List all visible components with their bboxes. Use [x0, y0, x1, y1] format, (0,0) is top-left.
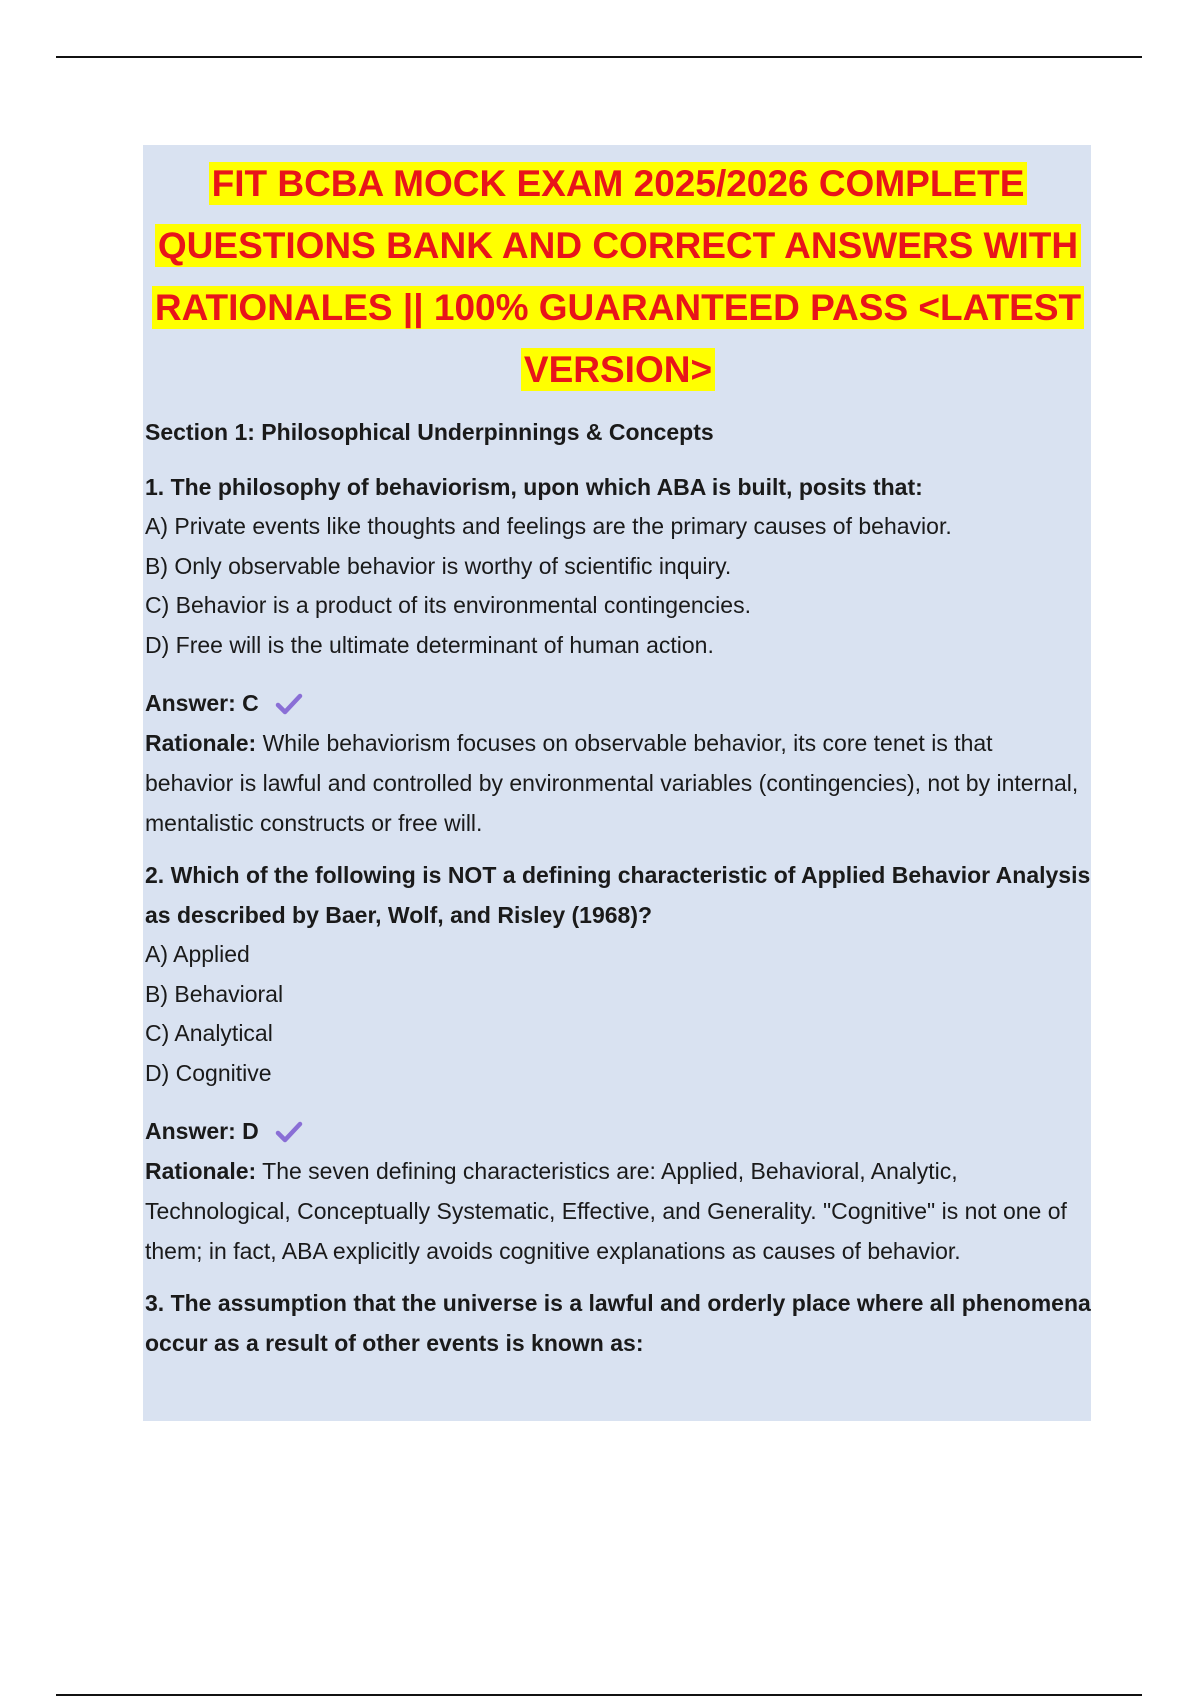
rationale-text: While behaviorism focuses on observable behavior, its core tenet is that behavior is lawful and controlled by environmental variables (contingencies), not by internal, mentalistic constructs or free will. — [145, 730, 1079, 836]
checkmark-icon — [275, 693, 303, 715]
option-a: A) Applied — [145, 941, 250, 967]
title-line-2: QUESTIONS BANK AND CORRECT ANSWERS WITH — [155, 224, 1081, 267]
answer-text: Answer: D — [145, 1118, 259, 1144]
answer-text: Answer: C — [145, 690, 259, 716]
question-block-1 — [145, 467, 1091, 843]
top-rule — [56, 56, 1142, 58]
question-block-3 — [145, 1283, 1091, 1363]
title-line-4: VERSION> — [521, 348, 715, 391]
rationale — [145, 1151, 1091, 1271]
option-a: A) Private events like thoughts and feelings are the primary causes of behavior. — [145, 513, 952, 539]
document-title — [145, 153, 1091, 401]
section-heading: Section 1: Philosophical Underpinnings & Concepts — [145, 419, 714, 445]
options-list — [145, 935, 1091, 1093]
question-block-2 — [145, 855, 1091, 1271]
option-d: D) Cognitive — [145, 1059, 272, 1086]
title-line-1: FIT BCBA MOCK EXAM 2025/2026 COMPLETE — [209, 162, 1028, 205]
bottom-rule — [56, 1694, 1142, 1696]
answer-line — [145, 1111, 1091, 1151]
rationale-label: Rationale: — [145, 1158, 257, 1184]
option-b: B) Behavioral — [145, 980, 284, 1007]
question-text: 3. The assumption that the universe is a lawful and orderly place where all phenomena occur as a result of other events is known as: — [145, 1290, 1091, 1356]
rationale-label: Rationale: — [145, 730, 257, 756]
answer-line — [145, 683, 1091, 723]
options-list — [145, 507, 1091, 665]
option-c: C) Analytical — [145, 1020, 273, 1046]
rationale — [145, 723, 1091, 843]
exam-content-panel — [143, 145, 1091, 1421]
rationale-text: The seven defining characteristics are: Applied, Behavioral, Analytic, Technological, Conceptually Systematic, Effective, and Generality. "Cognitive" is not one of them; in fact, ABA explicitly avoids cognitive explanations as causes of behavior. — [145, 1158, 1067, 1264]
question-text: 1. The philosophy of behaviorism, upon which ABA is built, posits that: — [145, 474, 923, 500]
option-c: C) Behavior is a product of its environmental contingencies. — [145, 592, 751, 618]
title-line-3: RATIONALES || 100% GUARANTEED PASS <LATEST — [152, 286, 1084, 329]
checkmark-icon — [275, 1121, 303, 1143]
option-b: B) Only observable behavior is worthy of scientific inquiry. — [145, 552, 732, 579]
question-text: 2. Which of the following is NOT a defining characteristic of Applied Behavior Analysis as described by Baer, Wolf, and Risley (1968)? — [145, 862, 1091, 928]
option-d: D) Free will is the ultimate determinant of human action. — [145, 631, 714, 658]
